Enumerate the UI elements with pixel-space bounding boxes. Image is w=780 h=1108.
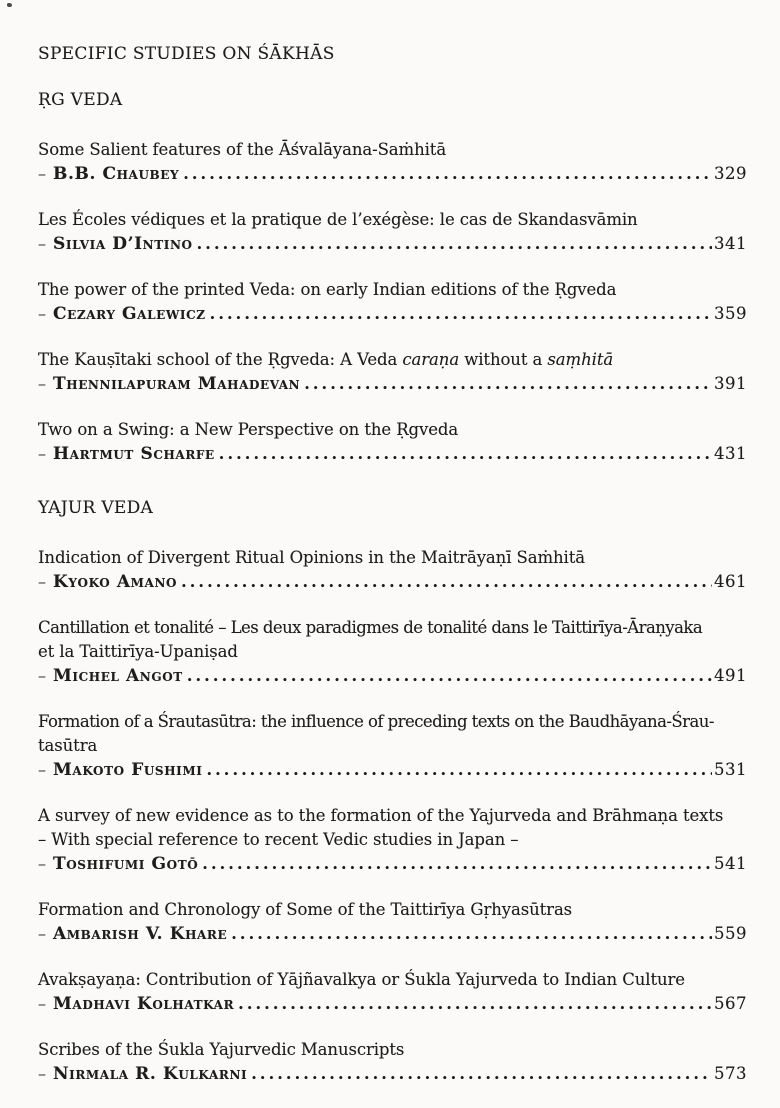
entry-title xyxy=(38,546,747,570)
author-dash: – xyxy=(38,924,46,943)
toc-entry xyxy=(38,968,747,1016)
toc-entry xyxy=(38,418,747,466)
author-dash: – xyxy=(38,304,46,323)
entry-title-text: Indication of Divergent Ritual Opinions in the Maitrāyaṇī Saṁhitā xyxy=(38,548,585,567)
entry-title-text: saṃhitā xyxy=(547,350,614,369)
dot-leader xyxy=(231,922,712,946)
scan-artifact xyxy=(7,3,12,7)
entry-author-line xyxy=(38,664,747,688)
entry-title xyxy=(38,278,747,302)
entry-title-line xyxy=(38,828,747,852)
entry-author-line xyxy=(38,852,747,876)
entry-author-line xyxy=(38,922,747,946)
entry-title-line xyxy=(38,348,747,372)
author-dash: – xyxy=(38,572,46,591)
entry-title xyxy=(38,898,747,922)
entry-author: B.B. Chaubey xyxy=(53,164,180,184)
entry-title xyxy=(38,208,747,232)
entry-author: Nirmala R. Kulkarni xyxy=(53,1064,248,1084)
entry-author: Michel Angot xyxy=(53,666,183,686)
dot-leader xyxy=(202,852,712,876)
entry-author: Toshifumi Gotō xyxy=(53,854,199,874)
author-dash: – xyxy=(38,164,46,183)
dot-leader xyxy=(187,664,712,688)
section-title: YAJUR VEDA xyxy=(38,498,154,518)
entry-author-line xyxy=(38,302,747,326)
entry-author-line xyxy=(38,758,747,782)
entry-author: Hartmut Scharfe xyxy=(53,444,215,464)
entry-author: Thennilapuram Mahadevan xyxy=(53,374,301,394)
entry-title-text: et la Taittirīya-Upaniṣad xyxy=(38,642,238,661)
entry-page-number: 391 xyxy=(714,374,747,393)
entry-page-number: 431 xyxy=(714,444,747,463)
entry-author-line xyxy=(38,372,747,396)
entry-title xyxy=(38,138,747,162)
toc-section xyxy=(38,88,747,466)
entry-title xyxy=(38,616,747,664)
author-dash: – xyxy=(38,1064,46,1083)
entry-author: Kyoko Amano xyxy=(53,572,178,592)
entry-title-text: Les Écoles védiques et la pratique de l’exégèse: le cas de Skandasvāmin xyxy=(38,210,638,229)
entry-author-line xyxy=(38,570,747,594)
entry-title-line xyxy=(38,640,747,664)
entry-author: Ambarish V. Khare xyxy=(53,924,228,944)
entry-title-text: caraṇa xyxy=(402,350,460,369)
entry-title-line xyxy=(38,546,747,570)
entry-title-text: The Kauṣītaki school of the Ṛgveda: A Veda xyxy=(38,350,403,369)
entry-title-line xyxy=(38,710,747,734)
author-dash: – xyxy=(38,666,46,685)
entry-title-text: tasūtra xyxy=(38,736,98,755)
entry-author-line xyxy=(38,442,747,466)
entry-author-line xyxy=(38,992,747,1016)
entry-title-text: The power of the printed Veda: on early Indian editions of the Ṛgveda xyxy=(38,280,617,299)
toc-entry xyxy=(38,898,747,946)
entry-title-line xyxy=(38,208,747,232)
entry-title-text: A survey of new evidence as to the formation of the Yajurveda and Brāhmaṇa texts xyxy=(38,806,724,825)
entry-author: Silvia D’Intino xyxy=(53,234,193,254)
entry-page-number: 559 xyxy=(714,924,747,943)
toc-entry xyxy=(38,278,747,326)
author-dash: – xyxy=(38,760,46,779)
entry-title-text: Formation of a Śrautasūtra: the influence of preceding texts on the Baudhāyana-Śrau- xyxy=(38,712,714,731)
section-title: ṚG VEDA xyxy=(38,90,123,110)
entry-page-number: 541 xyxy=(714,854,747,873)
toc-entry xyxy=(38,546,747,594)
entry-author: Cezary Galewicz xyxy=(53,304,206,324)
entry-title-line xyxy=(38,804,747,828)
dot-leader xyxy=(181,570,712,594)
page-heading: SPECIFIC STUDIES ON ŚĀKHĀS xyxy=(38,44,335,64)
toc-entry xyxy=(38,1038,747,1086)
entry-page-number: 491 xyxy=(714,666,747,685)
entry-page-number: 531 xyxy=(714,760,747,779)
entry-page-number: 573 xyxy=(714,1064,747,1083)
entry-title-text: Formation and Chronology of Some of the Taittirīya Gṛhyasūtras xyxy=(38,900,573,919)
entry-title-line xyxy=(38,138,747,162)
entry-title-line xyxy=(38,418,747,442)
author-dash: – xyxy=(38,374,46,393)
entry-page-number: 567 xyxy=(714,994,747,1013)
entry-title-line xyxy=(38,968,747,992)
entry-title-text: without a xyxy=(459,350,548,369)
dot-leader xyxy=(219,442,712,466)
entry-title-text: – With special reference to recent Vedic studies in Japan – xyxy=(38,830,519,849)
dot-leader xyxy=(183,162,712,186)
entry-title-line xyxy=(38,616,747,640)
entry-title xyxy=(38,968,747,992)
dot-leader xyxy=(251,1062,712,1086)
entry-title xyxy=(38,418,747,442)
entry-author: Makoto Fushimi xyxy=(53,760,203,780)
entry-title-line xyxy=(38,734,747,758)
entry-author-line xyxy=(38,232,747,256)
entry-title-line xyxy=(38,1038,747,1062)
dot-leader xyxy=(206,758,712,782)
entry-page-number: 359 xyxy=(714,304,747,323)
entry-page-number: 461 xyxy=(714,572,747,591)
author-dash: – xyxy=(38,854,46,873)
entry-title xyxy=(38,710,747,758)
entry-title xyxy=(38,1038,747,1062)
author-dash: – xyxy=(38,994,46,1013)
entry-title-text: Some Salient features of the Āśvalāyana-Saṁhitā xyxy=(38,140,447,159)
toc-entry xyxy=(38,138,747,186)
entry-page-number: 329 xyxy=(714,164,747,183)
entry-title-line xyxy=(38,278,747,302)
toc-sections xyxy=(38,88,747,1086)
entry-title xyxy=(38,348,747,372)
toc-entry xyxy=(38,348,747,396)
toc-entry xyxy=(38,710,747,782)
toc-entry xyxy=(38,804,747,876)
entry-author-line xyxy=(38,162,747,186)
dot-leader xyxy=(210,302,712,326)
toc-entry xyxy=(38,208,747,256)
entry-title xyxy=(38,804,747,852)
entry-title-text: Cantillation et tonalité – Les deux paradigmes de tonalité dans le Taittirīya-Āraṇyaka xyxy=(38,618,703,637)
author-dash: – xyxy=(38,444,46,463)
entry-title-text: Two on a Swing: a New Perspective on the Ṛgveda xyxy=(38,420,459,439)
entry-page-number: 341 xyxy=(714,234,747,253)
dot-leader xyxy=(304,372,712,396)
author-dash: – xyxy=(38,234,46,253)
entry-title-text: Scribes of the Śukla Yajurvedic Manuscripts xyxy=(38,1040,405,1059)
entry-author-line xyxy=(38,1062,747,1086)
toc-entry xyxy=(38,616,747,688)
dot-leader xyxy=(238,992,712,1016)
dot-leader xyxy=(197,232,712,256)
entry-author: Madhavi Kolhatkar xyxy=(53,994,235,1014)
entry-title-line xyxy=(38,898,747,922)
toc-section xyxy=(38,496,747,1086)
entry-title-text: Avakṣayaṇa: Contribution of Yājñavalkya or Śukla Yajurveda to Indian Culture xyxy=(38,970,685,989)
